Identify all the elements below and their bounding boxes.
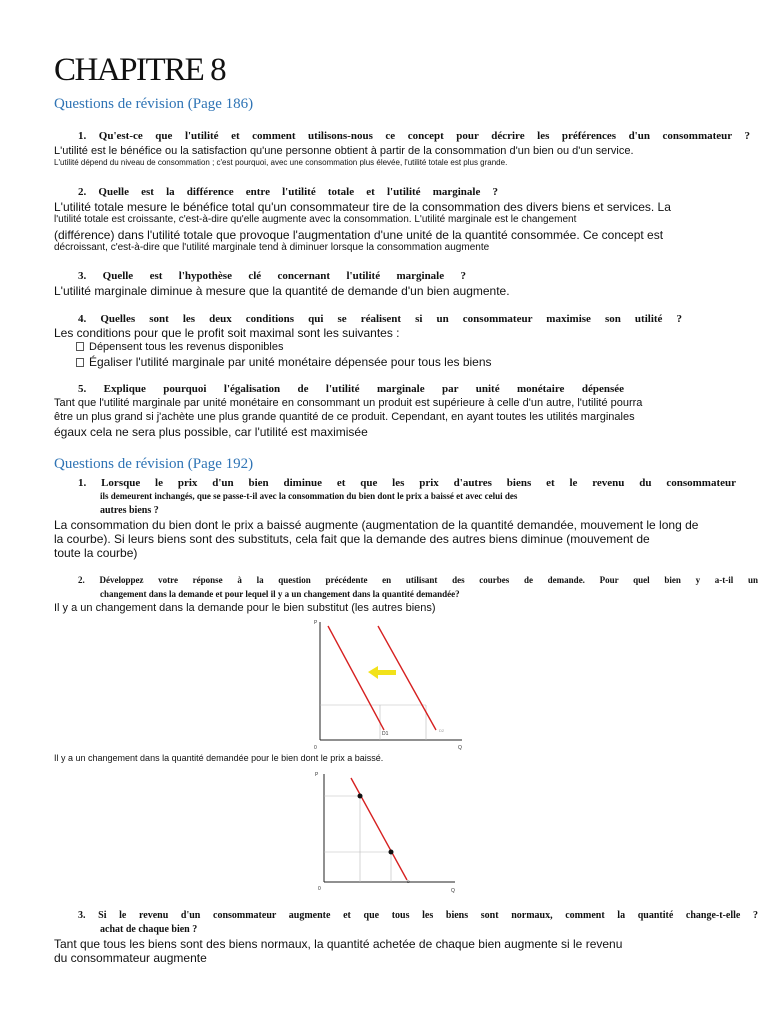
section-heading-page-192: Questions de révision (Page 192) [54,456,254,472]
answer-line: L'utilité marginale diminue à mesure que la quantité de demande d'un bien augmente. [54,284,510,298]
shift-arrow-icon [368,666,396,679]
question-2 [78,186,498,198]
new-point [389,850,394,855]
question-3 [78,270,466,282]
answer-line: La consommation du bien dont le prix a baissé augmente (augmentation de la quantité demandée, mouvement le long de [54,518,699,532]
question-r3 [78,910,758,921]
answer-line: Les conditions pour que le profit soit maximal sont les suivantes : [54,326,400,340]
origin-label: 0 [318,886,321,892]
answer-line: Il y a un changement dans la demande pour le bien substitut (les autres biens) [54,602,436,614]
question-number: 2. [78,575,85,585]
demand-shift-chart [310,616,470,752]
question-number: 2. [78,186,87,198]
question-number: 4. [78,313,87,325]
question-text: Si le revenu d'un consommateur augmente et que tous les biens sont normaux, comment la quantité change-t-elle ? [98,910,759,921]
y-axis-label: P [315,772,319,778]
y-axis-label: P [314,620,318,626]
question-text: Développez votre réponse à la question précédente en utilisant des courbes de demande. Pour quel bien y a-t-il un [99,575,758,585]
answer-line: L'utilité est le bénéfice ou la satisfaction qu'une personne obtient à partir de la consommation d'un bien ou d'un service. [54,145,634,157]
answer-line: toute la courbe) [54,546,138,560]
answer-line: être un plus grand si j'achète une plus grande quantité de ce produit. Cependant, en ayant toutes les utilités marginales [54,411,635,423]
question-continuation: changement dans la demande et pour lequel il y a un changement dans la quantité demandée? [100,589,460,599]
question-text: Quelles sont les deux conditions qui se réalisent si un consommateur maximise son utilité ? [100,313,682,325]
x-axis-label: Q [451,888,455,894]
answer-line: Tant que l'utilité marginale par unité monétaire en consommant un produit est supérieure à celle d'un autre, l'utilité pourra [54,397,643,409]
question-text: Explique pourquoi l'égalisation de l'utilité marginale par unité monétaire dépensée [103,383,625,395]
question-number: 5. [78,383,87,395]
answer-line: L'utilité dépend du niveau de consommation ; c'est pourquoi, avec une consommation plus élevée, l'utilité totale est plus grande. [54,158,508,167]
question-number: 3. [78,910,86,921]
section-heading-page-186: Questions de révision (Page 186) [54,96,254,112]
question-r1 [78,477,736,489]
answer-line: la courbe). Si leurs biens sont des substituts, cela fait que la demande des autres biens diminue (mouvement de [54,532,650,546]
question-1 [78,130,750,142]
question-text: Quelle est la différence entre l'utilité totale et l'utilité marginale ? [98,186,499,198]
curve-label-d1: D1 [382,731,389,737]
answer-line: du consommateur augmente [54,951,207,965]
checkbox-bullet-icon [76,358,84,367]
question-number: 1. [78,477,87,489]
checkbox-bullet-icon [76,342,84,351]
question-5 [78,383,624,395]
answer-line: décroissant, c'est-à-dire que l'utilité marginale tend à diminuer lorsque la consommation augmente [54,242,490,253]
origin-label: 0 [314,745,317,751]
initial-point [358,794,363,799]
question-4 [78,313,682,325]
answer-line: L'utilité totale mesure le bénéfice total qu'un consommateur tire de la consommation des divers biens et services. La [54,200,671,214]
question-r2 [78,575,758,585]
demand-curve-d2 [378,626,436,730]
question-continuation: achat de chaque bien ? [100,924,198,935]
question-text: Lorsque le prix d'un bien diminue et que les prix d'autres biens et le revenu du consommateur [101,477,736,489]
answer-line: Il y a un changement dans la quantité demandée pour le bien dont le prix a baissé. [54,753,384,763]
question-text: Qu'est-ce que l'utilité et comment utilisons-nous ce concept pour décrire les préférences d'un consommateur ? [98,130,750,142]
page-title: CHAPITRE 8 [54,52,226,88]
bullet-text: Dépensent tous les revenus disponibles [89,341,284,353]
answer-line: Tant que tous les biens sont des biens normaux, la quantité achetée de chaque bien augmente si le revenu [54,937,623,951]
movement-along-demand-chart [315,768,460,894]
answer-line: égaux cela ne sera plus possible, car l'utilité est maximisée [54,425,368,439]
question-text: Quelle est l'hypothèse clé concernant l'utilité marginale ? [102,270,467,282]
question-number: 1. [78,130,87,142]
question-number: 3. [78,270,87,282]
x-axis-label: Q [458,745,462,751]
answer-line: (différence) dans l'utilité totale que provoque l'augmentation d'une unité de la quantité consommée. Ce concept est [54,228,664,242]
question-continuation: autres biens ? [100,505,159,516]
bullet-item [76,341,283,353]
curve-label-d2: D2 [439,728,445,733]
bullet-item [76,355,492,369]
answer-line: l'utilité totale est croissante, c'est-à-dire qu'elle augmente avec la consommation. L'utilité marginale est le changement [54,214,577,225]
bullet-text: Égaliser l'utilité marginale par unité monétaire dépensée pour tous les biens [89,355,492,369]
question-continuation: ils demeurent inchangés, que se passe-t-il avec la consommation du bien dont le prix a baissé et avec celui des [100,491,518,501]
demand-curve [351,778,407,880]
demand-curve-d1 [328,626,384,730]
curve-label-d: D [407,879,410,884]
